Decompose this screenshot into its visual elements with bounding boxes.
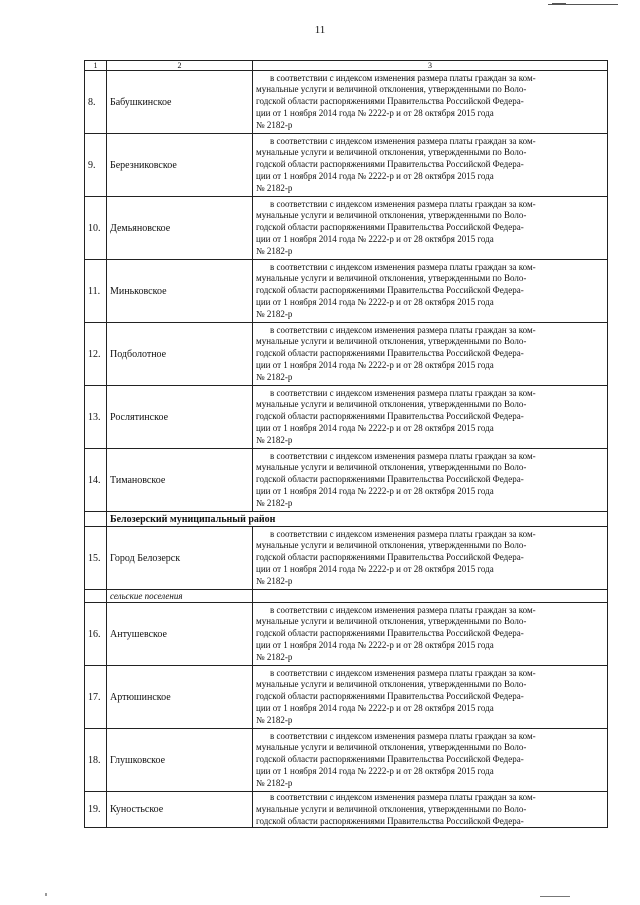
description-line: мунальные услуги и величиной отклонения, утвержденными по Воло-	[256, 336, 527, 347]
description-line: мунальные услуги и величиной отклонения, утвержденными по Воло-	[256, 679, 527, 690]
description-line: ции от 1 ноября 2014 года № 2222-р и от 28 октября 2015 года	[256, 170, 494, 181]
page-number: 11	[314, 24, 326, 36]
row-number: 9.	[85, 134, 107, 197]
description-line: № 2182-р	[256, 119, 293, 130]
table-row	[85, 603, 608, 666]
settlement-name: Глушковское	[107, 729, 253, 792]
scan-mark	[45, 893, 47, 896]
table-row	[85, 729, 608, 792]
description-line: № 2182-р	[256, 182, 293, 193]
row-number: 19.	[85, 792, 107, 828]
tariff-description	[253, 197, 608, 260]
subsection-empty-cell	[253, 590, 608, 603]
description-line: годской области распоряжениями Правительства Российской Федера-	[256, 628, 524, 639]
description-line: годской области распоряжениями Правительства Российской Федера-	[256, 552, 524, 563]
description-line: в соответствии с индексом изменения размера платы граждан за ком-	[270, 72, 536, 83]
description-line: мунальные услуги и величиной отклонения, утвержденными по Воло-	[256, 540, 527, 551]
description-line: мунальные услуги и величиной отклонения, утвержденными по Воло-	[256, 462, 527, 473]
description-line: ции от 1 ноября 2014 года № 2222-р и от 28 октября 2015 года	[256, 359, 494, 370]
description-line: № 2182-р	[256, 371, 293, 382]
row-number: 16.	[85, 603, 107, 666]
description-line: годской области распоряжениями Правительства Российской Федера-	[256, 691, 524, 702]
settlement-name: Артюшинское	[107, 666, 253, 729]
scan-mark	[552, 3, 566, 4]
description-line: мунальные услуги и величиной отклонения, утвержденными по Воло-	[256, 273, 527, 284]
description-line: ции от 1 ноября 2014 года № 2222-р и от 28 октября 2015 года	[256, 702, 494, 713]
tariff-description	[253, 323, 608, 386]
table-row	[85, 666, 608, 729]
description-line: в соответствии с индексом изменения размера платы граждан за ком-	[270, 792, 536, 802]
description-line: № 2182-р	[256, 575, 293, 586]
description-line: годской области распоряжениями Правительства Российской Федера-	[256, 815, 524, 826]
description-line: годской области распоряжениями Правительства Российской Федера-	[256, 222, 524, 233]
row-number: 18.	[85, 729, 107, 792]
settlement-name: Березниковское	[107, 134, 253, 197]
description-line: № 2182-р	[256, 714, 293, 725]
description-line: годской области распоряжениями Правительства Российской Федера-	[256, 411, 524, 422]
row-number: 13.	[85, 386, 107, 449]
description-line: в соответствии с индексом изменения размера платы граждан за ком-	[270, 261, 536, 272]
settlement-name: Демьяновское	[107, 197, 253, 260]
table-row	[85, 260, 608, 323]
tariff-description	[253, 449, 608, 512]
description-line: ции от 1 ноября 2014 года № 2222-р и от 28 октября 2015 года	[256, 485, 494, 496]
row-number: 12.	[85, 323, 107, 386]
description-line: в соответствии с индексом изменения размера платы граждан за ком-	[270, 135, 536, 146]
description-line: в соответствии с индексом изменения размера платы граждан за ком-	[270, 667, 536, 678]
table-row	[85, 197, 608, 260]
section-row	[85, 512, 608, 527]
row-number: 10.	[85, 197, 107, 260]
description-line: ции от 1 ноября 2014 года № 2222-р и от 28 октября 2015 года	[256, 563, 494, 574]
settlement-name: Подболотное	[107, 323, 253, 386]
description-line: в соответствии с индексом изменения размера платы граждан за ком-	[270, 730, 536, 741]
subsection-title: сельские поселения	[107, 590, 253, 603]
description-line: № 2182-р	[256, 777, 293, 788]
description-line: ции от 1 ноября 2014 года № 2222-р и от 28 октября 2015 года	[256, 422, 494, 433]
description-line: мунальные услуги и величиной отклонения, утвержденными по Воло-	[256, 84, 527, 95]
description-line: ции от 1 ноября 2014 года № 2222-р и от 28 октября 2015 года	[256, 233, 494, 244]
description-line: годской области распоряжениями Правительства Российской Федера-	[256, 754, 524, 765]
table-row	[85, 134, 608, 197]
description-line: годской области распоряжениями Правительства Российской Федера-	[256, 159, 524, 170]
tariff-description	[253, 386, 608, 449]
description-line: годской области распоряжениями Правительства Российской Федера-	[256, 474, 524, 485]
description-line: мунальные услуги и величиной отклонения, утвержденными по Воло-	[256, 210, 527, 221]
table-row	[85, 386, 608, 449]
row-number: 17.	[85, 666, 107, 729]
description-line: годской области распоряжениями Правительства Российской Федера-	[256, 348, 524, 359]
description-line: в соответствии с индексом изменения размера платы граждан за ком-	[270, 450, 536, 461]
header-col-2: 2	[107, 61, 253, 71]
description-line: в соответствии с индексом изменения размера платы граждан за ком-	[270, 528, 536, 539]
row-number: 8.	[85, 71, 107, 134]
settlement-name: Миньковское	[107, 260, 253, 323]
description-line: мунальные услуги и величиной отклонения, утвержденными по Воло-	[256, 399, 527, 410]
description-line: в соответствии с индексом изменения размера платы граждан за ком-	[270, 387, 536, 398]
description-line: ции от 1 ноября 2014 года № 2222-р и от 28 октября 2015 года	[256, 107, 494, 118]
description-line: № 2182-р	[256, 497, 293, 508]
description-line: в соответствии с индексом изменения размера платы граждан за ком-	[270, 198, 536, 209]
row-number: 11.	[85, 260, 107, 323]
tariff-table	[84, 60, 608, 828]
header-col-1: 1	[85, 61, 107, 71]
table-row	[85, 323, 608, 386]
tariff-description	[253, 666, 608, 729]
description-line: № 2182-р	[256, 651, 293, 662]
header-col-3: 3	[253, 61, 608, 71]
tariff-description	[253, 134, 608, 197]
description-line: мунальные услуги и величиной отклонения, утвержденными по Воло-	[256, 742, 527, 753]
settlement-name: Рослятинское	[107, 386, 253, 449]
description-line: № 2182-р	[256, 245, 293, 256]
description-line: в соответствии с индексом изменения размера платы граждан за ком-	[270, 604, 536, 615]
row-number: 14.	[85, 449, 107, 512]
tariff-description	[253, 527, 608, 590]
description-line: мунальные услуги и величиной отклонения, утвержденными по Воло-	[256, 616, 527, 627]
description-line: № 2182-р	[256, 434, 293, 445]
subsection-row	[85, 590, 608, 603]
table-row	[85, 71, 608, 134]
table-header-row	[85, 61, 608, 71]
section-empty-cell	[85, 512, 107, 527]
description-line: годской области распоряжениями Правительства Российской Федера-	[256, 96, 524, 107]
settlement-name: Антушевское	[107, 603, 253, 666]
settlement-name: Город Белозерск	[107, 527, 253, 590]
tariff-description	[253, 71, 608, 134]
description-line: годской области распоряжениями Правительства Российской Федера-	[256, 285, 524, 296]
settlement-name: Куностьское	[107, 792, 253, 828]
tariff-description	[253, 792, 608, 828]
tariff-description	[253, 260, 608, 323]
settlement-name: Тимановское	[107, 449, 253, 512]
subsection-empty-cell	[85, 590, 107, 603]
tariff-description	[253, 603, 608, 666]
scan-mark	[548, 4, 618, 5]
section-title: Белозерский муниципальный район	[107, 512, 608, 527]
description-line: в соответствии с индексом изменения размера платы граждан за ком-	[270, 324, 536, 335]
description-line: № 2182-р	[256, 308, 293, 319]
description-line: мунальные услуги и величиной отклонения, утвержденными по Воло-	[256, 147, 527, 158]
description-line: ции от 1 ноября 2014 года № 2222-р и от 28 октября 2015 года	[256, 765, 494, 776]
table-row	[85, 527, 608, 590]
description-line: ции от 1 ноября 2014 года № 2222-р и от 28 октября 2015 года	[256, 639, 494, 650]
tariff-description	[253, 729, 608, 792]
description-line: мунальные услуги и величиной отклонения, утвержденными по Воло-	[256, 803, 527, 814]
settlement-name: Бабушкинское	[107, 71, 253, 134]
table-row	[85, 792, 608, 828]
description-line: ции от 1 ноября 2014 года № 2222-р и от 28 октября 2015 года	[256, 296, 494, 307]
table-row	[85, 449, 608, 512]
row-number: 15.	[85, 527, 107, 590]
scan-mark	[540, 896, 570, 897]
